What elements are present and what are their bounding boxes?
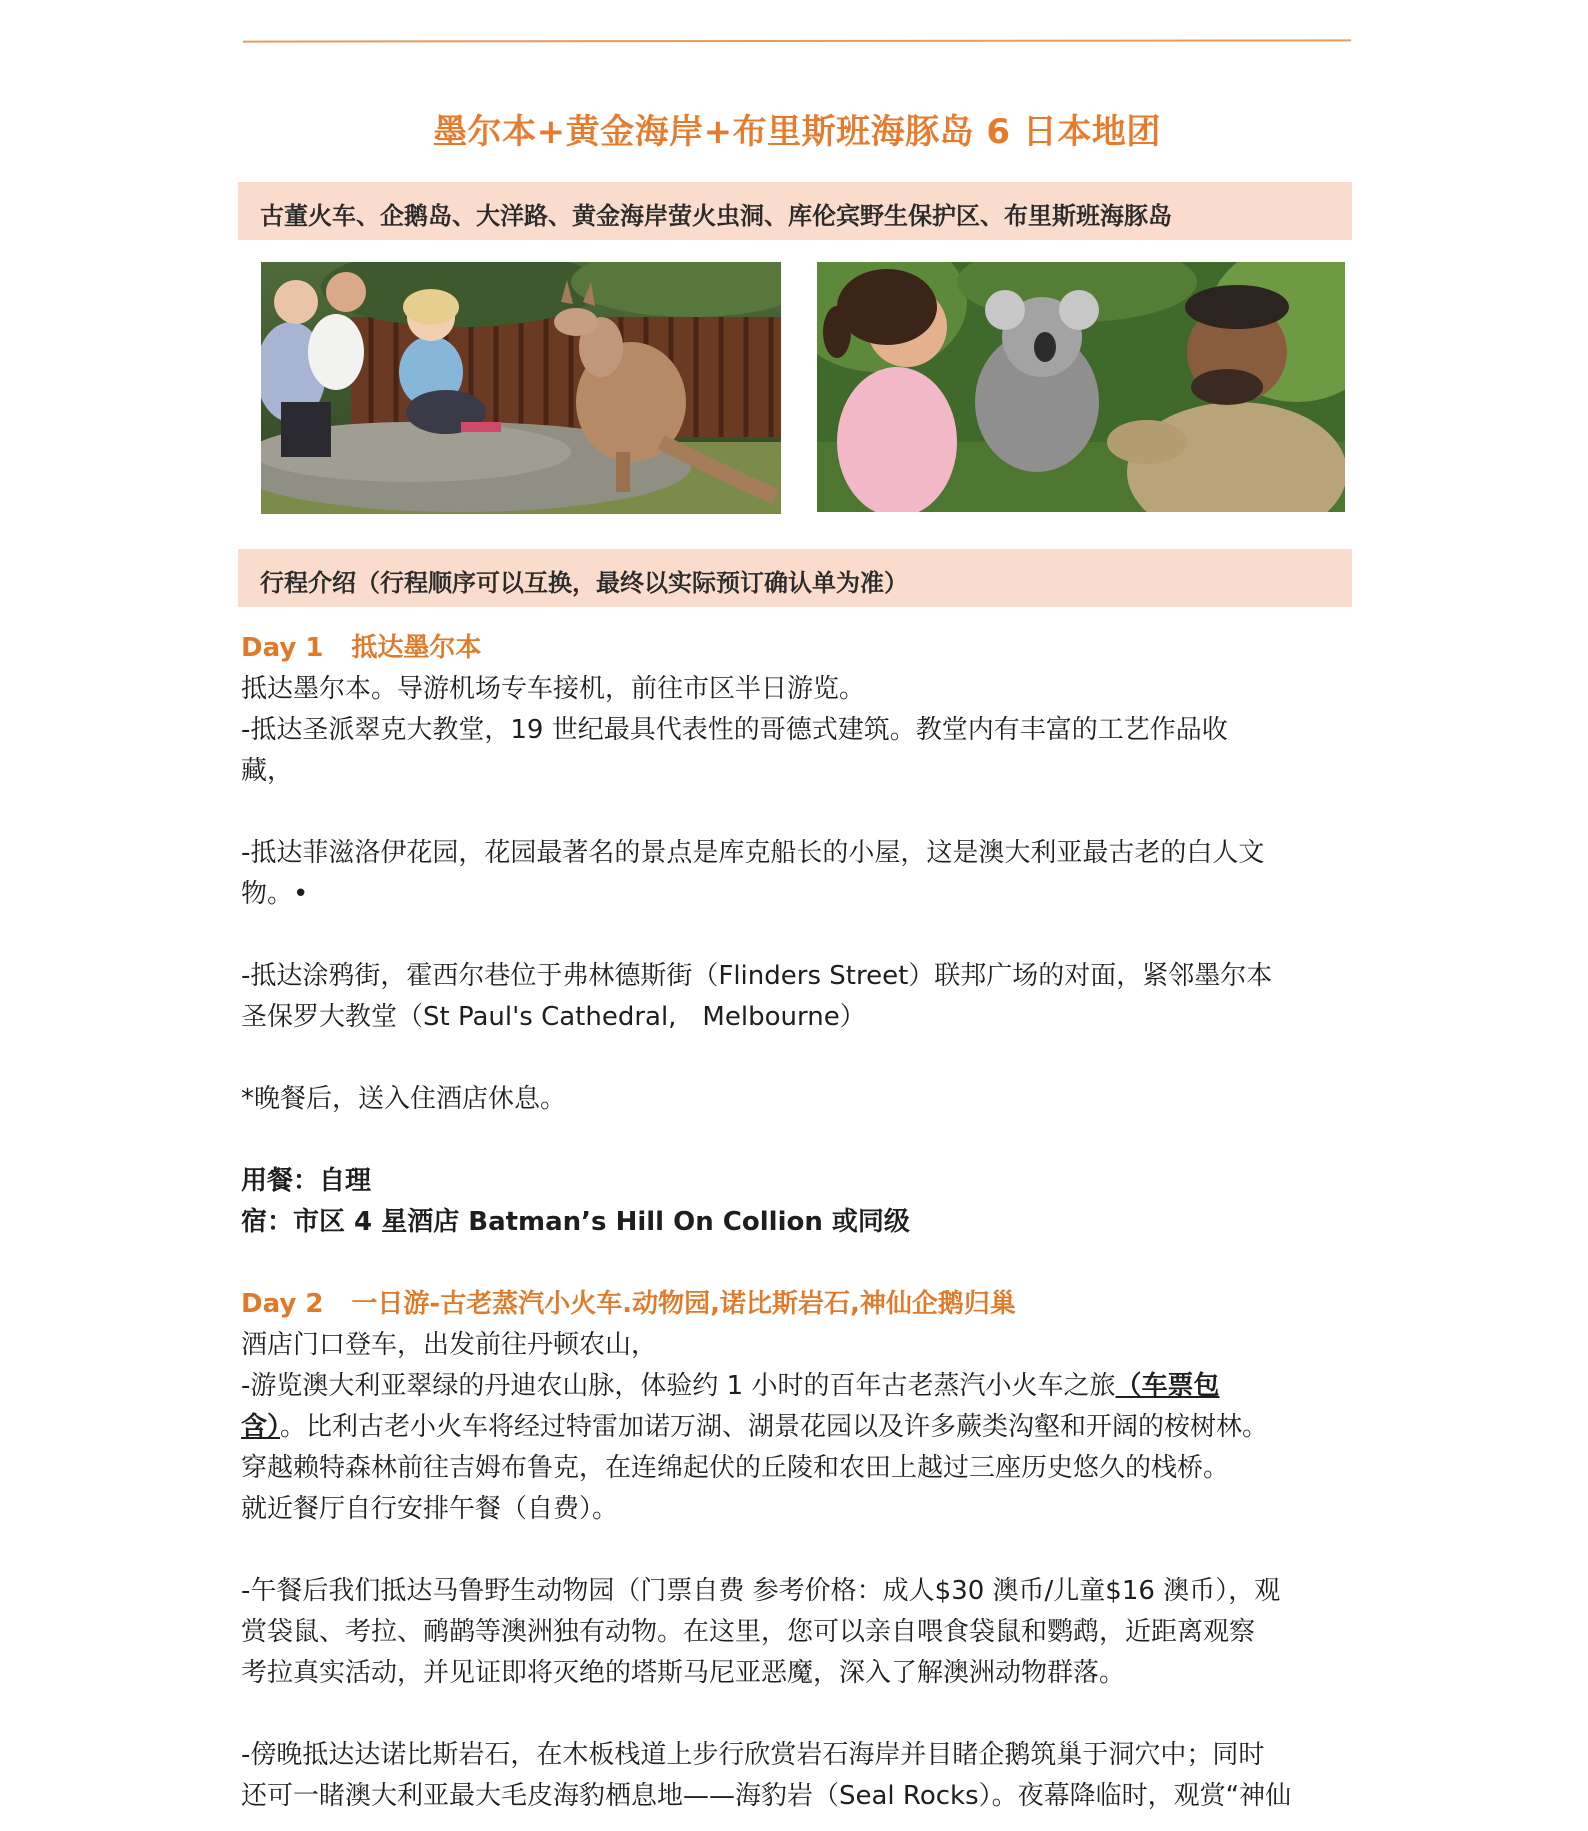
highlights-text: 古董火车、企鹅岛、大洋路、黄金海岸萤火虫洞、库伦宾野生保护区、布里斯班海豚岛 <box>260 202 1172 230</box>
day1-line: 藏， <box>241 756 294 786</box>
itinerary-content <box>241 628 1361 1817</box>
day1-hotel: 宿：市区 4 星酒店 Batman’s Hill On Collion 或同级 <box>241 1207 910 1237</box>
day2-line: 酒店门口登车，出发前往丹顿农山， <box>241 1330 658 1360</box>
day2-line: 赏袋鼠、考拉、鸸鹋等澳洲独有动物。在这里，您可以亲自喂食袋鼠和鹦鹉，近距离观察 <box>241 1617 1256 1647</box>
day1-line: -抵达涂鸦街，霍西尔巷位于弗林德斯街（Flinders Street）联邦广场的对面，紧邻墨尔本 <box>241 961 1273 991</box>
day1-line: 物。• <box>241 879 309 909</box>
day1-line: -抵达圣派翠克大教堂，19 世纪最具代表性的哥德式建筑。教堂内有丰富的工艺作品收 <box>241 715 1228 745</box>
koala-photo <box>817 262 1345 512</box>
day1-label: Day 1 <box>241 633 324 663</box>
day1-title-text: 抵达墨尔本 <box>351 633 482 663</box>
itinerary-heading-band <box>238 549 1352 607</box>
day2-title <box>241 1284 1361 1325</box>
day1-line: -抵达菲滋洛伊花园，花园最著名的景点是库克船长的小屋，这是澳大利亚最古老的白人文 <box>241 838 1265 868</box>
highlights-band <box>238 182 1352 240</box>
day2-line: 还可一睹澳大利亚最大毛皮海豹栖息地——海豹岩（Seal Rocks）。夜幕降临时，观赏“神仙 <box>241 1781 1292 1811</box>
day2-line: -午餐后我们抵达马鲁野生动物园（门票自费 参考价格：成人$30 澳币/儿童$16 澳币），观 <box>241 1576 1281 1606</box>
day1-line: 抵达墨尔本。导游机场专车接机，前往市区半日游览。 <box>241 674 866 704</box>
day2-line: 穿越赖特森林前往吉姆布鲁克，在连绵起伏的丘陵和农田上越过三座历史悠久的栈桥。 <box>241 1453 1230 1483</box>
day1-line: 圣保罗大教堂（St Paul's Cathedral, Melbourne） <box>241 1002 866 1032</box>
day1-meal: 用餐：自理 <box>241 1166 372 1196</box>
day2-title-text: 一日游-古老蒸汽小火车.动物园,诺比斯岩石,神仙企鹅归巢 <box>351 1289 1016 1319</box>
top-divider <box>243 39 1351 42</box>
day2-line-text: 。比利古老小火车将经过特雷加诺万湖、湖景花园以及许多蕨类沟壑和开阔的桉树林。 <box>280 1412 1269 1442</box>
day1-title <box>241 628 1361 669</box>
day1-line: *晚餐后，送入住酒店休息。 <box>241 1084 567 1114</box>
kangaroo-feeding-photo <box>261 262 781 514</box>
page-title: 墨尔本+黄金海岸+布里斯班海豚岛 6 日本地团 <box>433 112 1161 152</box>
ticket-included-note: （车票包 <box>1115 1371 1220 1401</box>
day2-line-text: -游览澳大利亚翠绿的丹迪农山脉，体验约 1 小时的百年古老蒸汽小火车之旅 <box>241 1371 1116 1401</box>
day2-line <box>241 1366 1361 1407</box>
ticket-included-note-end: 含） <box>241 1412 281 1442</box>
day2-line: -傍晚抵达达诺比斯岩石，在木板栈道上步行欣赏岩石海岸并目睹企鹅筑巢于洞穴中；同时 <box>241 1740 1265 1770</box>
day2-line: 就近餐厅自行安排午餐（自费）。 <box>241 1494 619 1524</box>
day2-line: 考拉真实活动，并见证即将灭绝的塔斯马尼亚恶魔，深入了解澳洲动物群落。 <box>241 1658 1126 1688</box>
day2-label: Day 2 <box>241 1289 324 1319</box>
day2-line <box>241 1407 1361 1448</box>
itinerary-heading: 行程介绍（行程顺序可以互换，最终以实际预订确认单为准） <box>260 569 908 597</box>
